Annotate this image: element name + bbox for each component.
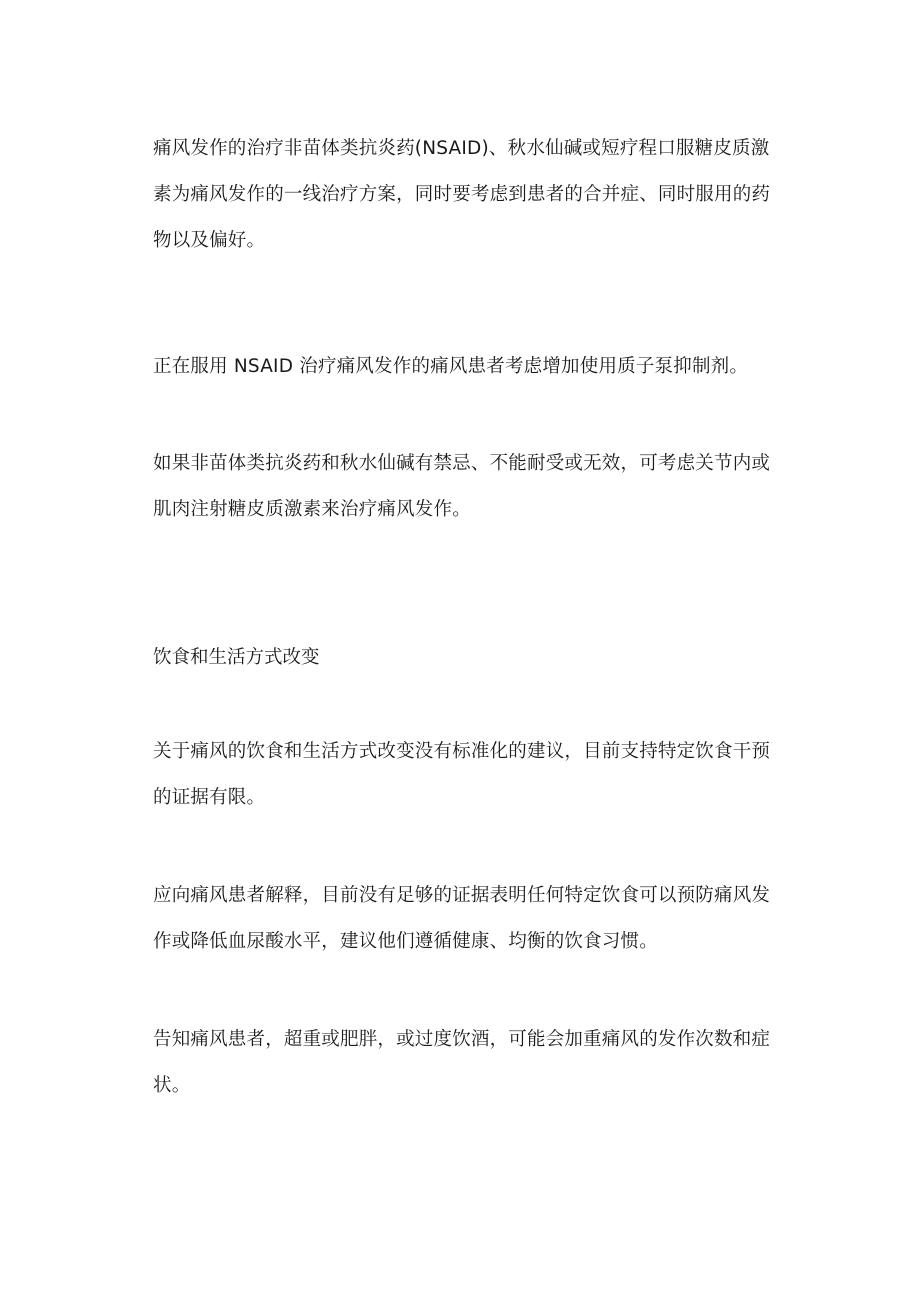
paragraph-no-standard-advice: 关于痛风的饮食和生活方式改变没有标准化的建议，目前支持特定饮食干预的证据有限。 (153, 741, 771, 808)
paragraph-nsaid-ppi: 正在服用 NSAID 治疗痛风发作的痛风患者考虑增加使用质子泵抑制剂。 (153, 356, 749, 377)
paragraph-treatment-first-line: 痛风发作的治疗非苗体类抗炎药(NSAID)、秋水仙碱或短疗程口服糖皮质激素为痛风发作的一线治疗方案，同时要考虑到患者的合并症、同时服用的药物以及偏好。 (153, 138, 771, 251)
section-heading-diet-lifestyle: 饮食和生活方式改变 (153, 647, 320, 668)
paragraph-weight-alcohol: 告知痛风患者，超重或肥胖，或过度饮酒，可能会加重痛风的发作次数和症状。 (153, 1029, 771, 1096)
paragraph-explain-diet-evidence: 应向痛风患者解释，目前没有足够的证据表明任何特定饮食可以预防痛风发作或降低血尿酸水平，建议他们遵循健康、均衡的饮食习惯。 (153, 885, 771, 952)
paragraph-corticosteroid-injection: 如果非苗体类抗炎药和秋水仙碱有禁忌、不能耐受或无效，可考虑关节内或肌肉注射糖皮质激素来治疗痛风发作。 (153, 453, 771, 520)
